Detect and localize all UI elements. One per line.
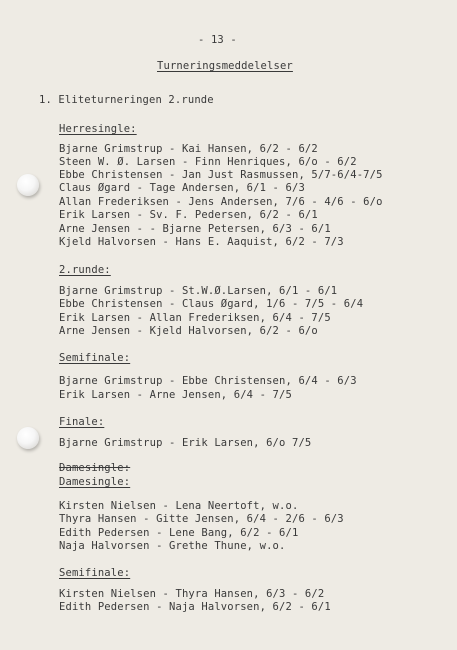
- result-line: Ebbe Christensen - Jan Just Rasmussen, 5/7-6/4-7/5: [59, 169, 383, 181]
- result-line: Erik Larsen - Sv. F. Pedersen, 6/2 - 6/1: [59, 209, 318, 221]
- result-line: Arne Jensen - - Bjarne Petersen, 6/3 - 6/1: [59, 223, 331, 235]
- semifinale-dame-heading: Semifinale:: [59, 567, 131, 579]
- result-line: Edith Pedersen - Lene Bang, 6/2 - 6/1: [59, 527, 299, 539]
- result-line: Kjeld Halvorsen - Hans E. Aaquist, 6/2 - 7/3: [59, 236, 344, 248]
- result-line: Arne Jensen - Kjeld Halvorsen, 6/2 - 6/o: [59, 325, 318, 337]
- page-title: Turneringsmeddelelser: [157, 60, 293, 72]
- result-line: Thyra Hansen - Gitte Jensen, 6/4 - 2/6 - 6/3: [59, 513, 344, 525]
- result-line: Allan Frederiksen - Jens Andersen, 7/6 - 4/6 - 6/o: [59, 196, 383, 208]
- result-line: Bjarne Grimstrup - Kai Hansen, 6/2 - 6/2: [59, 143, 318, 155]
- finale-heading: Finale:: [59, 416, 105, 428]
- result-line: Ebbe Christensen - Claus Øgard, 1/6 - 7/5 - 6/4: [59, 298, 364, 310]
- runde2-heading: 2.runde:: [59, 264, 111, 276]
- result-line: Kirsten Nielsen - Lena Neertoft, w.o.: [59, 500, 299, 512]
- result-line: Claus Øgard - Tage Andersen, 6/1 - 6/3: [59, 182, 305, 194]
- struck-heading: Damesingle:: [59, 462, 131, 474]
- result-line: Erik Larsen - Arne Jensen, 6/4 - 7/5: [59, 389, 292, 401]
- result-line: Naja Halvorsen - Grethe Thune, w.o.: [59, 540, 286, 552]
- result-line: Erik Larsen - Allan Frederiksen, 6/4 - 7/5: [59, 312, 331, 324]
- semifinale-heading: Semifinale:: [59, 352, 131, 364]
- section-heading: 1. Eliteturneringen 2.runde: [39, 94, 214, 106]
- result-line: Bjarne Grimstrup - Ebbe Christensen, 6/4 - 6/3: [59, 375, 357, 387]
- result-line: Bjarne Grimstrup - St.W.Ø.Larsen, 6/1 - 6/1: [59, 285, 338, 297]
- result-line: Kirsten Nielsen - Thyra Hansen, 6/3 - 6/2: [59, 588, 325, 600]
- punch-hole-bottom: [17, 427, 39, 449]
- result-line: Edith Pedersen - Naja Halvorsen, 6/2 - 6/1: [59, 601, 331, 613]
- herresingle-heading: Herresingle:: [59, 123, 137, 135]
- punch-hole-top: [17, 174, 39, 196]
- damesingle-heading: Damesingle:: [59, 476, 131, 488]
- result-line: Steen W. Ø. Larsen - Finn Henriques, 6/o - 6/2: [59, 156, 357, 168]
- result-line: Bjarne Grimstrup - Erik Larsen, 6/o 7/5: [59, 437, 312, 449]
- page-number: - 13 -: [198, 34, 237, 46]
